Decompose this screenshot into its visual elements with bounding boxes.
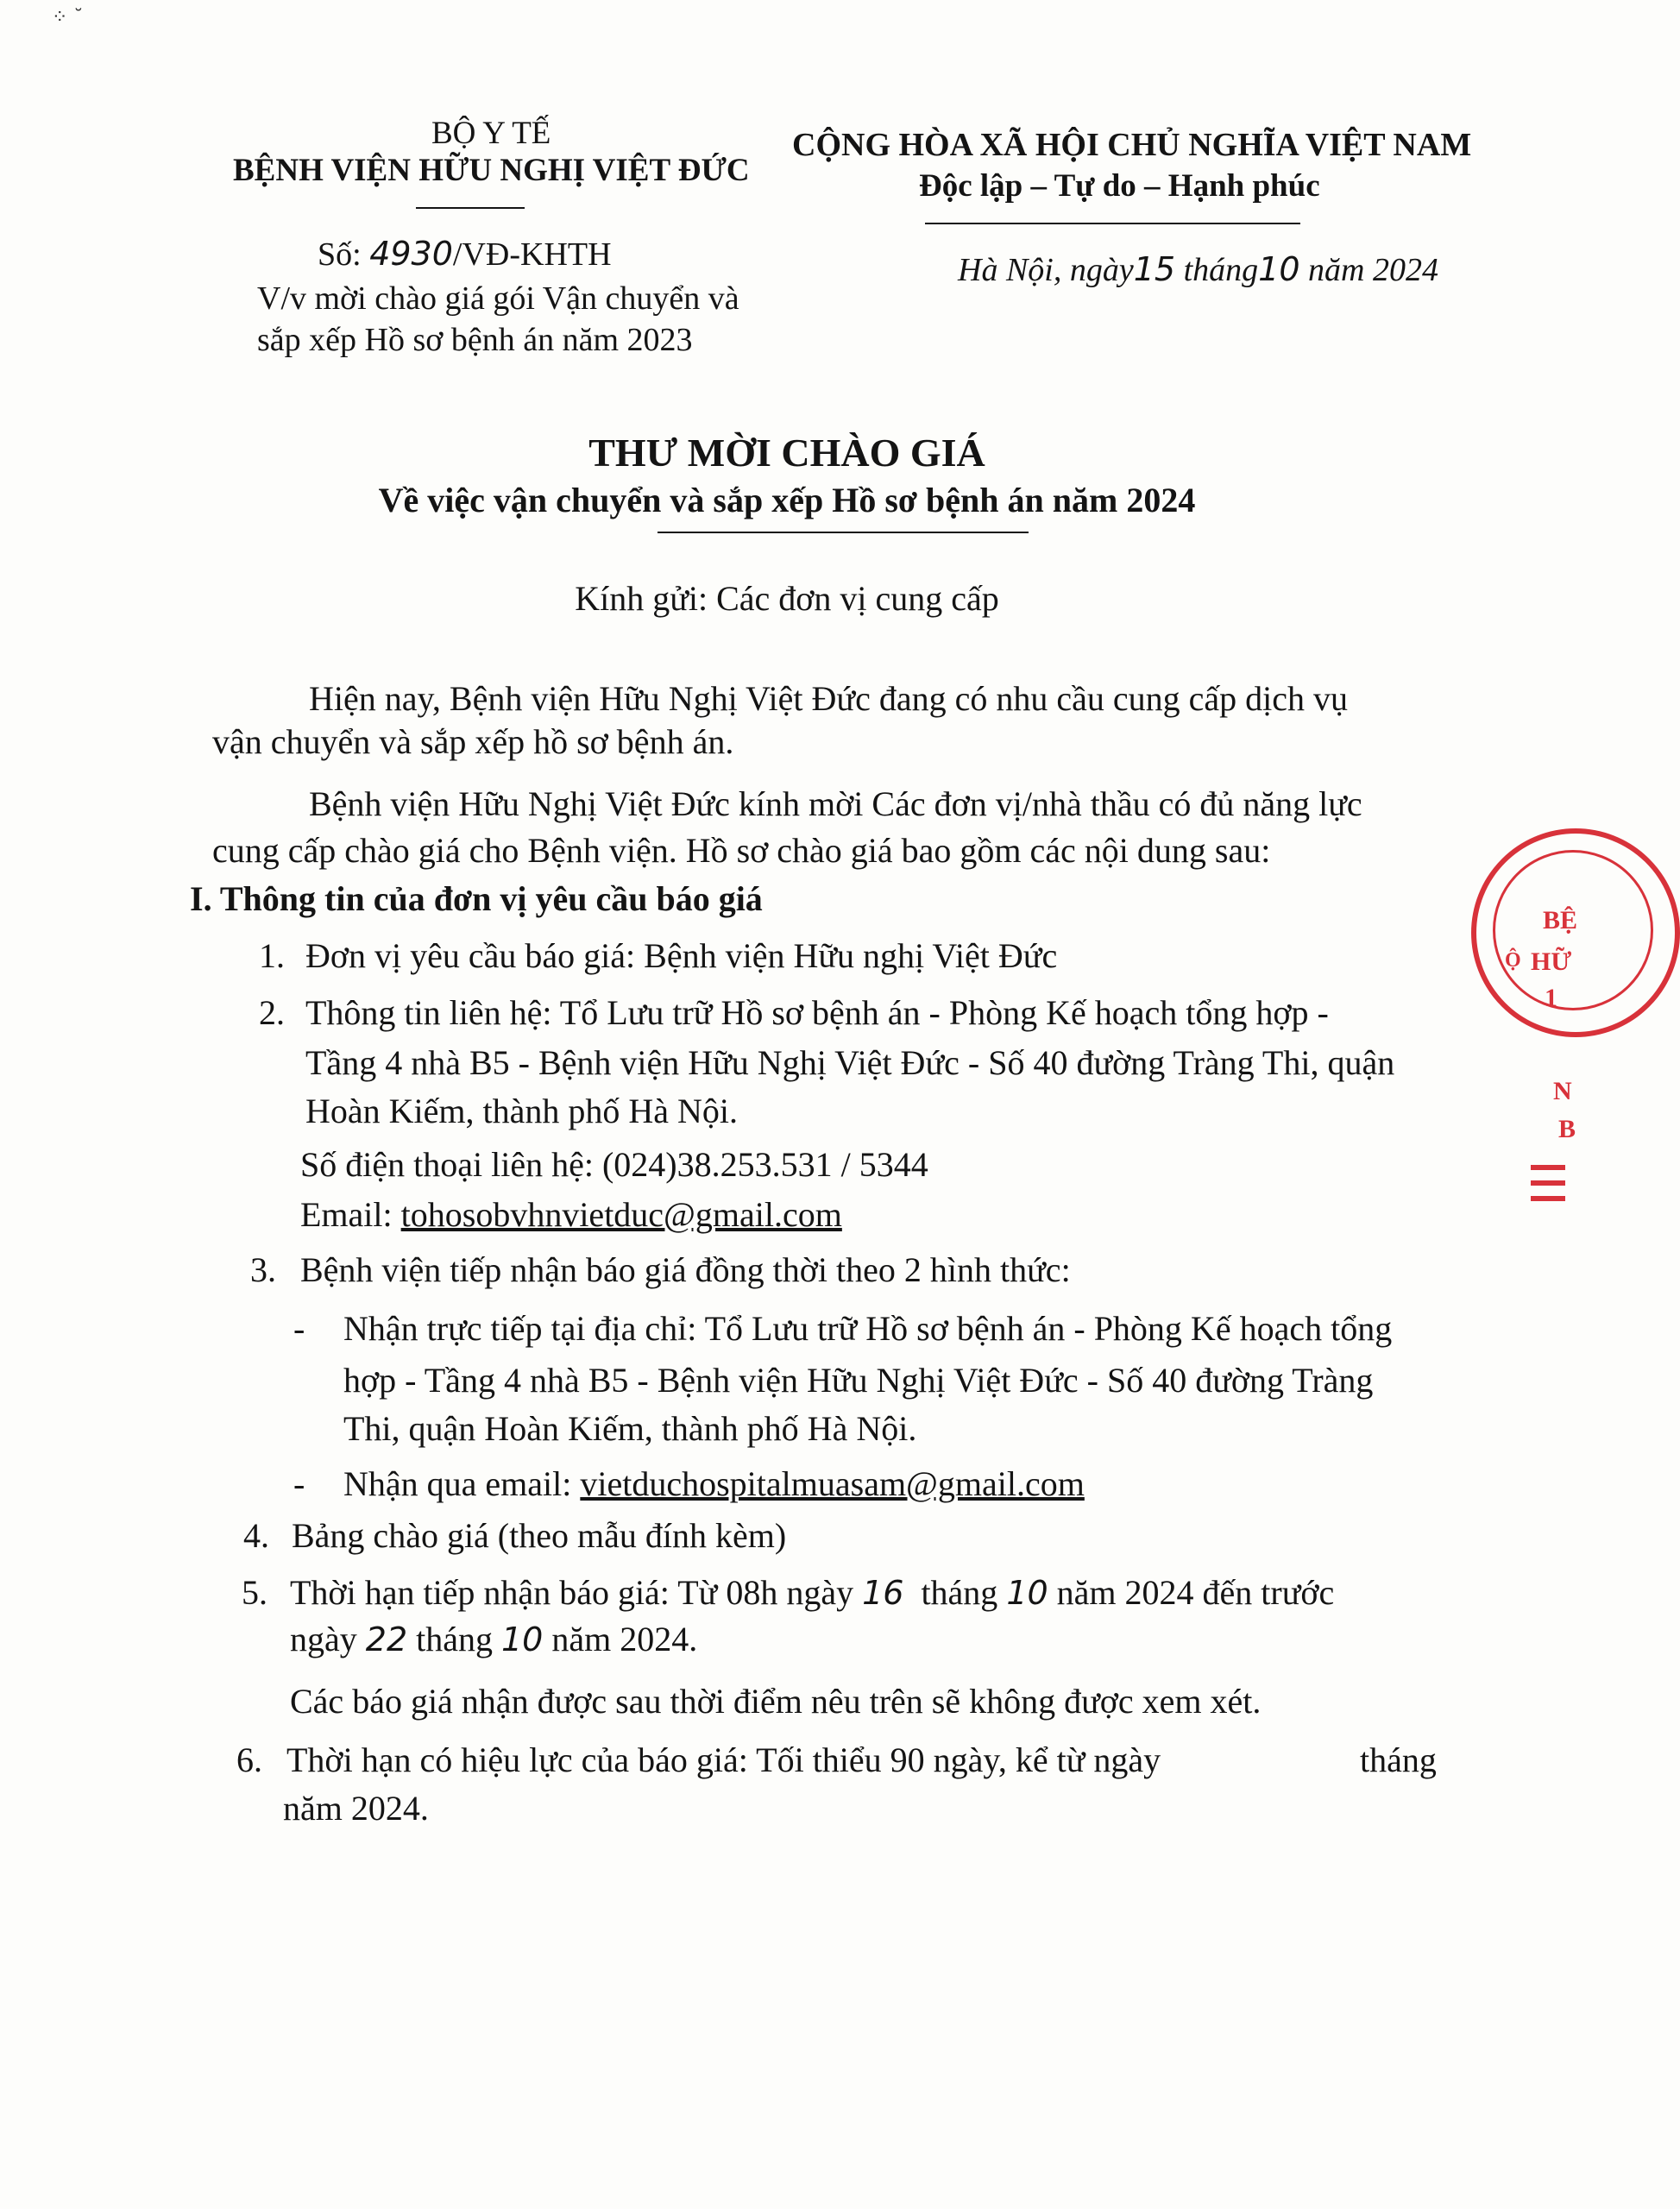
motto-underline (925, 223, 1300, 224)
number-handwritten: 4930 (369, 235, 453, 273)
item-5-line1 (290, 1572, 1334, 1613)
item-1-number: 1. (259, 936, 285, 975)
item-5-line3: Các báo giá nhận được sau thời điểm nêu trên sẽ không được xem xét. (290, 1682, 1262, 1721)
intro-p2-line2: cung cấp chào giá cho Bệnh viện. Hồ sơ chào giá bao gồm các nội dung sau: (212, 831, 1271, 870)
subject-line-2: sắp xếp Hồ sơ bệnh án năm 2023 (257, 322, 693, 358)
salutation: Kính gửi: Các đơn vị cung cấp (575, 579, 999, 618)
national-motto: Độc lập – Tự do – Hạnh phúc (919, 168, 1320, 204)
item-5-hw-day2: 22 (365, 1621, 408, 1658)
item-3-sub2-dash: - (293, 1464, 305, 1503)
section-1-heading: I. Thông tin của đơn vị yêu cầu báo giá (190, 879, 763, 918)
item-5-line2-c: năm 2024. (551, 1620, 698, 1658)
item-2-phone: Số điện thoại liên hệ: (024)38.253.531 / 5344 (300, 1145, 928, 1184)
stamp-mark (1531, 1165, 1565, 1170)
stamp-text-1: BỆ (1543, 906, 1578, 935)
item-3-sub1-line1: Nhận trực tiếp tại địa chỉ: Tổ Lưu trữ Hồ sơ bệnh án - Phòng Kế hoạch tổng (343, 1309, 1393, 1348)
item-5-hw-month: 10 (1006, 1574, 1048, 1612)
item-2-email-row (300, 1194, 842, 1235)
item-2-line2: Tầng 4 nhà B5 - Bệnh viện Hữu Nghị Việt Đức - Số 40 đường Tràng Thi, quận (305, 1043, 1395, 1082)
item-3-sub1-line2: hợp - Tầng 4 nhà B5 - Bệnh viện Hữu Nghị Việt Đức - Số 40 đường Tràng (343, 1361, 1374, 1400)
scan-specks: ⁘ ˘ (52, 7, 84, 28)
date-month-label: tháng (1183, 252, 1259, 288)
stamp-mark-3 (1531, 1196, 1565, 1201)
item-3-sub1-line3: Thi, quận Hoàn Kiếm, thành phố Hà Nội. (343, 1409, 917, 1448)
date-prefix: Hà Nội, ngày (958, 252, 1134, 288)
item-3-number: 3. (250, 1250, 276, 1289)
document-subtitle: Về việc vận chuyển và sắp xếp Hồ sơ bệnh án năm 2024 (378, 481, 1196, 519)
item-5-hw-month2: 10 (501, 1621, 544, 1658)
place-date (958, 250, 1438, 289)
procurement-email-link[interactable]: vietduchospitalmuasam@gmail.com (580, 1464, 1085, 1503)
item-5-line2 (290, 1619, 697, 1659)
subject-line-1: V/v mời chào giá gói Vận chuyển và (257, 280, 739, 317)
intro-p1-line1: Hiện nay, Bệnh viện Hữu Nghị Việt Đức đang có nhu cầu cung cấp dịch vụ (309, 679, 1348, 718)
contact-email-link[interactable]: tohosobvhnvietduc@gmail.com (400, 1195, 842, 1234)
stamp-text-3: 1 (1545, 984, 1557, 1012)
stamp-text-2: HỮ (1531, 947, 1572, 976)
item-6-line1b: tháng (1360, 1740, 1437, 1779)
item-3-text: Bệnh viện tiếp nhận báo giá đồng thời theo 2 hình thức: (300, 1250, 1071, 1289)
number-suffix: /VĐ-KHTH (452, 236, 612, 273)
sub2-label: Nhận qua email: (343, 1464, 572, 1503)
number-prefix: Số: (318, 236, 362, 273)
email-label: Email: (300, 1195, 393, 1234)
intro-p2-line1: Bệnh viện Hữu Nghị Việt Đức kính mời Các đơn vị/nhà thầu có đủ năng lực (309, 784, 1362, 823)
item-6-number: 6. (236, 1740, 262, 1779)
item-5-part2: tháng (921, 1573, 998, 1612)
subtitle-underline (658, 532, 1029, 533)
intro-p1-line2: vận chuyển và sắp xếp hồ sơ bệnh án. (212, 722, 734, 761)
stamp-mark-2 (1531, 1180, 1565, 1186)
document-title: THƯ MỜI CHÀO GIÁ (588, 431, 985, 475)
ministry-name: BỘ Y TẾ (431, 116, 551, 151)
hospital-name: BỆNH VIỆN HỮU NGHỊ VIỆT ĐỨC (233, 153, 750, 188)
item-3-sub2-row (343, 1463, 1085, 1504)
item-2-number: 2. (259, 993, 285, 1032)
item-5-number: 5. (242, 1573, 267, 1612)
item-1-text: Đơn vị yêu cầu báo giá: Bệnh viện Hữu nghị Việt Đức (305, 936, 1058, 975)
hospital-underline (416, 207, 525, 209)
document-number (318, 235, 612, 274)
item-2-line1: Thông tin liên hệ: Tổ Lưu trữ Hồ sơ bệnh án - Phòng Kế hoạch tổng hợp - (305, 993, 1329, 1032)
item-2-line3: Hoàn Kiếm, thành phố Hà Nội. (305, 1092, 739, 1130)
item-5-line2-a: ngày (290, 1620, 357, 1658)
date-year: năm 2024 (1308, 252, 1438, 288)
item-3-sub1-dash: - (293, 1309, 305, 1348)
item-4-text: Bảng chào giá (theo mẫu đính kèm) (292, 1516, 787, 1555)
stamp-text-6: Ộ (1505, 949, 1521, 972)
item-4-number: 4. (243, 1516, 269, 1555)
stamp-text-5: B (1558, 1115, 1576, 1143)
item-5-line2-b: tháng (416, 1620, 493, 1658)
item-6-line2: năm 2024. (283, 1789, 429, 1828)
republic-name: CỘNG HÒA XÃ HỘI CHỦ NGHĨA VIỆT NAM (792, 127, 1472, 163)
item-5-hw-day: 16 (862, 1574, 904, 1612)
stamp-text-4: N (1553, 1077, 1572, 1105)
date-month: 10 (1258, 250, 1300, 288)
item-5-part1: Thời hạn tiếp nhận báo giá: Từ 08h ngày (290, 1573, 854, 1612)
item-6-line1a: Thời hạn có hiệu lực của báo giá: Tối thiểu 90 ngày, kể từ ngày (286, 1740, 1161, 1779)
date-day: 15 (1133, 250, 1176, 288)
item-5-part3: năm 2024 đến trước (1056, 1573, 1335, 1612)
